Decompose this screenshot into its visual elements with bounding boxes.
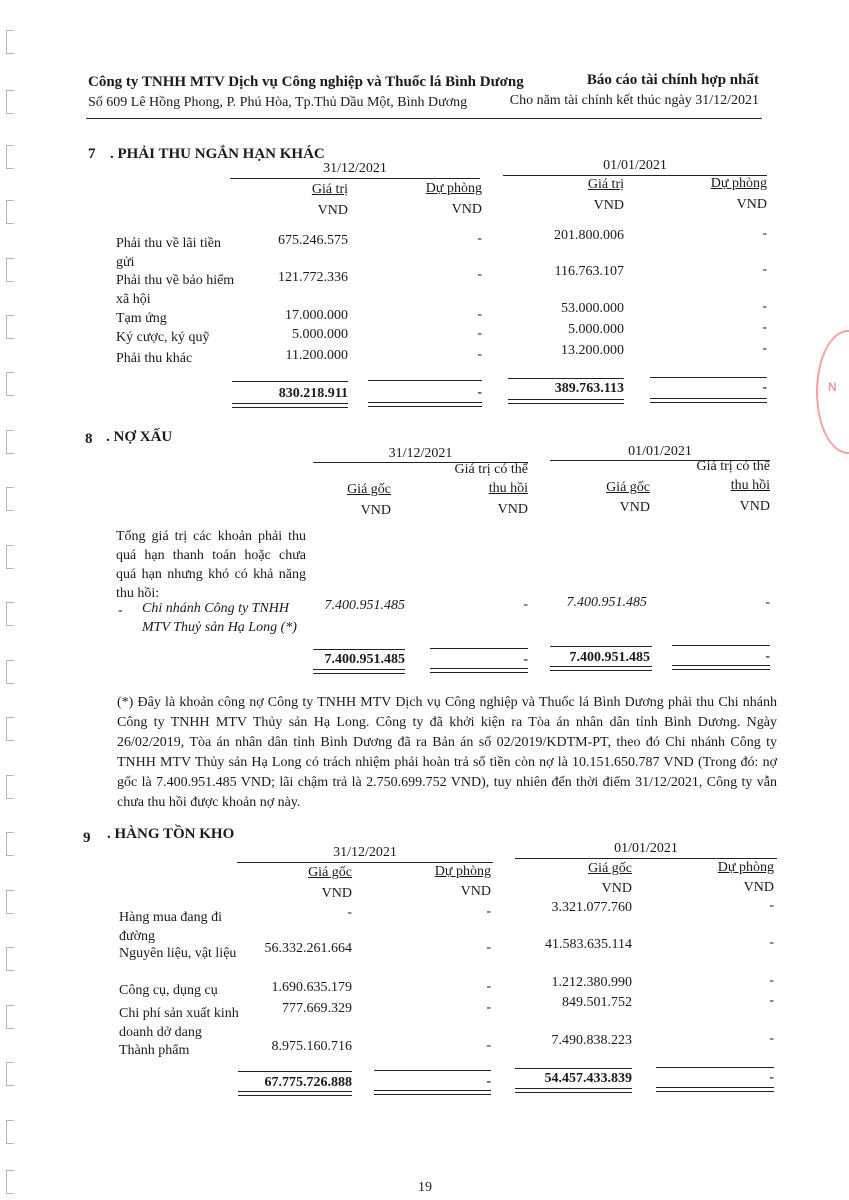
s8-total-double-rule	[550, 666, 652, 671]
report-title: Báo cáo tài chính hợp nhất	[586, 72, 759, 88]
s9-row-cost-1: 1.690.635.179	[271, 980, 352, 995]
s8-col-recoverable-line2-a: thu hồi	[488, 481, 528, 496]
s8-unit-3: VND	[619, 500, 650, 515]
s9-subtotal-rule	[238, 1071, 352, 1072]
s8-item-cost-1: 7.400.951.485	[324, 598, 405, 613]
s7-row-provision-1: -	[477, 267, 482, 282]
s7-unit-2: VND	[451, 202, 482, 217]
s7-subtotal-rule	[650, 377, 767, 378]
s8-unit-2: VND	[497, 502, 528, 517]
s9-row-label: Chi phí sản xuất kinh doanh dở dang	[119, 1006, 239, 1040]
s9-row-provision-1: -	[486, 1038, 491, 1053]
s9-unit-4: VND	[743, 880, 774, 895]
s8-col-cost-2: Giá gốc	[606, 480, 650, 495]
s7-row-value-2: 13.200.000	[561, 343, 624, 358]
s8-col-recoverable-line2-b: thu hồi	[730, 478, 770, 493]
s8-unit-4: VND	[739, 499, 770, 514]
s9-total-double-rule	[374, 1090, 491, 1095]
s8-item-label-line1: Chi nhánh Công ty TNHH	[142, 601, 290, 616]
s9-row-provision-2: -	[769, 1031, 774, 1046]
s7-unit-4: VND	[736, 197, 767, 212]
section-9-title: . HÀNG TỒN KHO	[107, 826, 235, 842]
s9-date-rule-2	[515, 858, 777, 859]
header-rule	[86, 118, 762, 119]
s9-row-provision-1: -	[486, 979, 491, 994]
s9-unit-3: VND	[601, 881, 632, 896]
s9-row-cost-1: -	[347, 905, 352, 920]
s7-row-value-1: 121.772.336	[278, 270, 348, 285]
s9-row-cost-1: 8.975.160.716	[271, 1039, 352, 1054]
s7-col-value-2: Giá trị	[587, 177, 624, 192]
s9-row-cost-2: 7.490.838.223	[551, 1033, 632, 1048]
s8-item-label-line2: MTV Thuỷ sản Hạ Long (*)	[142, 620, 297, 635]
s9-date-current: 31/12/2021	[333, 845, 397, 860]
s7-row-value-2: 53.000.000	[561, 301, 624, 316]
s9-date-prior: 01/01/2021	[614, 841, 678, 856]
s9-total-cost-1: 67.775.726.888	[264, 1075, 352, 1090]
report-period: Cho năm tài chính kết thúc ngày 31/12/2021	[509, 93, 759, 108]
s8-col-cost-1: Giá gốc	[347, 482, 391, 497]
s9-row-cost-2: 1.212.380.990	[551, 975, 632, 990]
s9-row-provision-2: -	[769, 973, 774, 988]
s9-unit-2: VND	[460, 884, 491, 899]
s8-col-recoverable-line1-a: Giá trị có thể	[454, 462, 528, 477]
s9-row-label: Công cụ, dụng cụ	[119, 983, 218, 998]
s8-subtotal-rule	[672, 645, 770, 646]
s7-row-value-2: 116.763.107	[554, 264, 624, 279]
s9-row-cost-2: 849.501.752	[562, 995, 632, 1010]
s9-total-double-rule	[515, 1088, 632, 1093]
s7-row-value-2: 5.000.000	[568, 322, 624, 337]
s7-row-value-1: 11.200.000	[285, 348, 348, 363]
s8-total-cost-1: 7.400.951.485	[324, 652, 405, 667]
company-address: Số 609 Lê Hồng Phong, P. Phú Hòa, Tp.Thủ Dầu Một, Bình Dương	[88, 95, 468, 110]
section-7-title: . PHẢI THU NGẮN HẠN KHÁC	[110, 146, 325, 162]
s9-col-cost-2: Giá gốc	[588, 861, 632, 876]
s7-row-value-1: 5.000.000	[292, 327, 348, 342]
s9-total-provision-1: -	[486, 1074, 491, 1089]
s9-row-provision-2: -	[769, 993, 774, 1008]
s8-col-recoverable-line1-b: Giá trị có thể	[696, 459, 770, 474]
s7-row-provision-1: -	[477, 307, 482, 322]
s7-row-provision-1: -	[477, 231, 482, 246]
s7-row-value-1: 17.000.000	[285, 308, 348, 323]
s8-total-recoverable-1: -	[523, 652, 528, 667]
s7-row-label: Phải thu về bảo hiểm xã hội	[116, 273, 235, 307]
s9-row-provision-2: -	[769, 898, 774, 913]
s8-total-recoverable-2: -	[765, 649, 770, 664]
s7-row-value-2: 201.800.006	[554, 228, 624, 243]
s8-item-dash: -	[118, 603, 123, 618]
s9-total-cost-2: 54.457.433.839	[544, 1071, 632, 1086]
s7-row-label: Phải thu khác	[116, 351, 193, 366]
s9-row-cost-1: 777.669.329	[282, 1001, 352, 1016]
company-seal: N	[816, 330, 849, 454]
s9-col-provision-2: Dự phòng	[717, 860, 774, 875]
s7-total-double-rule	[508, 399, 624, 404]
s7-total-double-rule	[232, 403, 348, 408]
s7-row-label: Tạm ứng	[116, 311, 167, 326]
s9-subtotal-rule	[515, 1068, 632, 1069]
s7-col-provision-2: Dự phòng	[710, 176, 767, 191]
s9-row-label: Nguyên liệu, vật liệu	[119, 946, 237, 961]
s7-row-label: Phải thu về lãi tiền gửi	[116, 236, 221, 270]
s9-subtotal-rule	[374, 1070, 491, 1071]
s7-total-provision-2: -	[762, 380, 767, 395]
s8-total-double-rule	[313, 669, 405, 674]
s9-row-provision-1: -	[486, 940, 491, 955]
s7-row-value-1: 675.246.575	[278, 233, 348, 248]
s7-subtotal-rule	[232, 381, 348, 382]
s9-total-double-rule	[238, 1091, 352, 1096]
s7-total-value-1: 830.218.911	[278, 386, 348, 401]
s7-total-double-rule	[650, 398, 767, 403]
s9-total-double-rule	[656, 1087, 774, 1092]
s9-col-cost-1: Giá gốc	[308, 865, 352, 880]
s7-row-provision-2: -	[762, 226, 767, 241]
s9-row-label: Hàng mua đang đi đường	[119, 910, 223, 944]
s7-row-provision-1: -	[477, 326, 482, 341]
s7-date-current: 31/12/2021	[323, 161, 387, 176]
s9-col-provision-1: Dự phòng	[434, 864, 491, 879]
s8-subtotal-rule	[313, 649, 405, 650]
s8-total-double-rule	[430, 668, 528, 673]
s9-row-cost-1: 56.332.261.664	[264, 941, 352, 956]
s8-total-cost-2: 7.400.951.485	[569, 650, 650, 665]
s9-unit-1: VND	[321, 886, 352, 901]
s9-row-provision-2: -	[769, 935, 774, 950]
s7-subtotal-rule	[508, 378, 624, 379]
s8-item-recoverable-1: -	[523, 597, 528, 612]
s8-description: Tổng giá trị các khoản phải thu quá hạn thanh toán hoặc chưa quá hạn nhưng khó có khả năng thu hồi:	[116, 529, 306, 601]
s7-row-provision-2: -	[762, 262, 767, 277]
s9-row-provision-1: -	[486, 904, 491, 919]
s9-date-rule-1	[237, 862, 493, 863]
s8-total-double-rule	[672, 665, 770, 670]
section-8-number: 8	[85, 431, 93, 447]
section-8-title: . NỢ XẤU	[106, 429, 173, 445]
s7-unit-3: VND	[593, 198, 624, 213]
s8-item-cost-2: 7.400.951.485	[566, 595, 647, 610]
s9-row-cost-2: 3.321.077.760	[551, 900, 632, 915]
s8-subtotal-rule	[550, 646, 652, 647]
s7-unit-1: VND	[317, 203, 348, 218]
s7-date-rule-1	[230, 178, 480, 179]
s9-total-provision-2: -	[769, 1070, 774, 1085]
company-name: Công ty TNHH MTV Dịch vụ Công nghiệp và Thuốc lá Bình Dương	[88, 74, 524, 90]
s7-total-value-2: 389.763.113	[554, 381, 624, 396]
s7-subtotal-rule	[368, 380, 482, 381]
s8-item-recoverable-2: -	[765, 595, 770, 610]
s7-row-provision-2: -	[762, 341, 767, 356]
section-9-number: 9	[83, 830, 91, 846]
s7-row-provision-2: -	[762, 299, 767, 314]
s7-total-double-rule	[368, 402, 482, 407]
s8-date-current: 31/12/2021	[388, 446, 453, 461]
section-7-number: 7	[88, 146, 96, 162]
s7-col-provision-1: Dự phòng	[425, 181, 482, 196]
s7-row-provision-1: -	[477, 347, 482, 362]
s8-date-prior: 01/01/2021	[628, 444, 692, 459]
s9-row-provision-1: -	[486, 1000, 491, 1015]
s9-row-label: Thành phẩm	[119, 1043, 190, 1058]
s8-subtotal-rule	[430, 648, 528, 649]
s8-unit-1: VND	[360, 503, 391, 518]
page-number: 19	[418, 1180, 432, 1195]
s7-date-prior: 01/01/2021	[603, 158, 667, 173]
s7-row-label: Ký cược, ký quỹ	[116, 330, 210, 345]
s8-footnote: (*) Đây là khoản công nợ Công ty TNHH MTV Dịch vụ Công nghiệp và Thuốc lá Bình Dương phải thu Chi nhánh Công ty TNHH MTV Thủy sản Hạ Long. Công ty đã khởi kiện ra Tòa án nhân dân tỉnh Bình Dương. Ngày 26/02/2019, Tòa án nhân dân tỉnh Bình Dương đã ra Bản án số 02/2019/KDTM-PT, theo đó Chi nhánh Công ty TNHH MTV Thủy sản Hạ Long có trách nhiệm phải hoàn trả số tiền còn nợ là 10.151.650.787 VND (Trong đó: nợ gốc là 7.400.951.485 VND; lãi chậm trả là 2.750.699.752 VND), tuy nhiên đến thời điểm 31/12/2021, Công ty vẫn chưa thu hồi được khoản nợ này.	[117, 695, 777, 810]
s7-col-value-1: Giá trị	[311, 182, 348, 197]
s9-row-cost-2: 41.583.635.114	[545, 937, 632, 952]
s9-subtotal-rule	[656, 1067, 774, 1068]
s7-row-provision-2: -	[762, 320, 767, 335]
s7-total-provision-1: -	[477, 385, 482, 400]
